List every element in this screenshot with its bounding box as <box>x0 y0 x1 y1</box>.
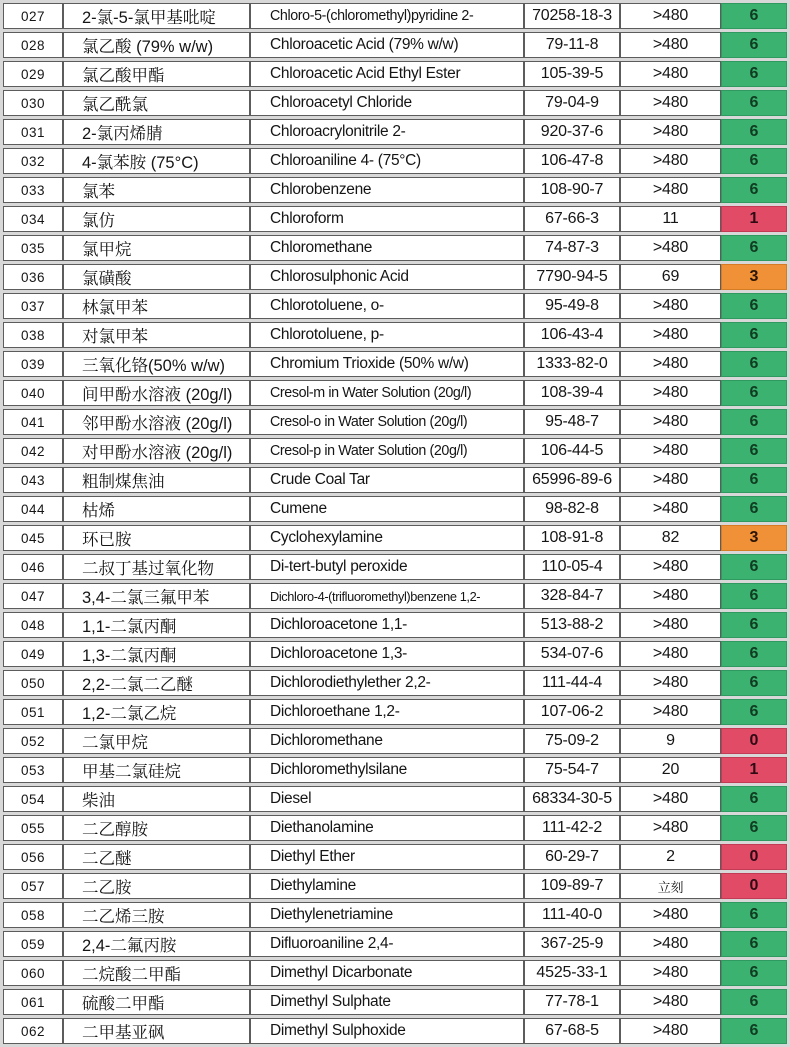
chemical-name-cn-cell: 氯苯 <box>63 177 250 203</box>
chemical-name-en-cell: Di-tert-butyl peroxide <box>250 554 524 580</box>
cas-number-cell: 106-43-4 <box>524 322 620 348</box>
chemical-name-cn-cell: 二甲基亚砜 <box>63 1018 250 1044</box>
chemical-name-en-cell: Chlorotoluene, p- <box>250 322 524 348</box>
protection-rating-badge: 6 <box>721 61 787 87</box>
table-row <box>3 148 787 174</box>
chemical-name-cn-cell: 1,3-二氯丙酮 <box>63 641 250 667</box>
row-number-cell: 027 <box>3 3 63 29</box>
table-row <box>3 438 787 464</box>
row-number-cell: 061 <box>3 989 63 1015</box>
table-row <box>3 699 787 725</box>
breakthrough-time-cell: >480 <box>620 699 721 725</box>
breakthrough-time-cell: >480 <box>620 148 721 174</box>
breakthrough-time-cell: >480 <box>620 32 721 58</box>
table-row <box>3 467 787 493</box>
cas-number-cell: 109-89-7 <box>524 873 620 899</box>
protection-rating-badge: 6 <box>721 902 787 928</box>
chemical-name-cn-cell: 对氯甲苯 <box>63 322 250 348</box>
row-number-cell: 031 <box>3 119 63 145</box>
chemical-name-cn-cell: 二乙醚 <box>63 844 250 870</box>
chemical-name-cn-cell: 二乙烯三胺 <box>63 902 250 928</box>
table-row <box>3 786 787 812</box>
chemical-name-cn-cell: 氯乙酰氯 <box>63 90 250 116</box>
breakthrough-time-cell: >480 <box>620 409 721 435</box>
table-row <box>3 293 787 319</box>
chemical-name-cn-cell: 三氧化铬(50% w/w) <box>63 351 250 377</box>
row-number-cell: 052 <box>3 728 63 754</box>
breakthrough-time-cell: >480 <box>620 612 721 638</box>
row-number-cell: 057 <box>3 873 63 899</box>
chemical-name-cn-cell: 氯仿 <box>63 206 250 232</box>
chemical-name-en-cell: Crude Coal Tar <box>250 467 524 493</box>
row-number-cell: 048 <box>3 612 63 638</box>
protection-rating-badge: 6 <box>721 583 787 609</box>
breakthrough-time-cell: >480 <box>620 322 721 348</box>
protection-rating-badge: 6 <box>721 322 787 348</box>
table-row <box>3 641 787 667</box>
protection-rating-badge: 3 <box>721 525 787 551</box>
table-row <box>3 380 787 406</box>
table-row <box>3 409 787 435</box>
row-number-cell: 046 <box>3 554 63 580</box>
table-row <box>3 815 787 841</box>
cas-number-cell: 70258-18-3 <box>524 3 620 29</box>
row-number-cell: 049 <box>3 641 63 667</box>
breakthrough-time-cell: >480 <box>620 554 721 580</box>
chemical-name-en-cell: Dimethyl Sulphate <box>250 989 524 1015</box>
breakthrough-time-cell: 2 <box>620 844 721 870</box>
protection-rating-badge: 3 <box>721 264 787 290</box>
cas-number-cell: 534-07-6 <box>524 641 620 667</box>
cas-number-cell: 67-66-3 <box>524 206 620 232</box>
cas-number-cell: 4525-33-1 <box>524 960 620 986</box>
chemical-name-en-cell: Diesel <box>250 786 524 812</box>
protection-rating-badge: 6 <box>721 815 787 841</box>
chemical-name-en-cell: Diethylenetriamine <box>250 902 524 928</box>
breakthrough-time-cell: >480 <box>620 786 721 812</box>
chemical-name-cn-cell: 2-氯-5-氯甲基吡啶 <box>63 3 250 29</box>
row-number-cell: 041 <box>3 409 63 435</box>
table-row <box>3 525 787 551</box>
breakthrough-time-cell: >480 <box>620 931 721 957</box>
table-row <box>3 989 787 1015</box>
cas-number-cell: 98-82-8 <box>524 496 620 522</box>
cas-number-cell: 75-54-7 <box>524 757 620 783</box>
table-row <box>3 960 787 986</box>
protection-rating-badge: 6 <box>721 786 787 812</box>
cas-number-cell: 95-48-7 <box>524 409 620 435</box>
table-row <box>3 554 787 580</box>
row-number-cell: 053 <box>3 757 63 783</box>
row-number-cell: 059 <box>3 931 63 957</box>
protection-rating-badge: 6 <box>721 467 787 493</box>
row-number-cell: 039 <box>3 351 63 377</box>
cas-number-cell: 60-29-7 <box>524 844 620 870</box>
chemical-name-cn-cell: 邻甲酚水溶液 (20g/l) <box>63 409 250 435</box>
cas-number-cell: 513-88-2 <box>524 612 620 638</box>
row-number-cell: 050 <box>3 670 63 696</box>
protection-rating-badge: 0 <box>721 844 787 870</box>
breakthrough-time-cell: 11 <box>620 206 721 232</box>
table-row <box>3 32 787 58</box>
row-number-cell: 060 <box>3 960 63 986</box>
protection-rating-badge: 6 <box>721 612 787 638</box>
chemical-name-cn-cell: 二烷酸二甲酯 <box>63 960 250 986</box>
chemical-name-cn-cell: 枯烯 <box>63 496 250 522</box>
protection-rating-badge: 6 <box>721 1018 787 1044</box>
table-row <box>3 3 787 29</box>
breakthrough-time-cell: >480 <box>620 641 721 667</box>
chemical-name-en-cell: Cumene <box>250 496 524 522</box>
chemical-name-cn-cell: 二氯甲烷 <box>63 728 250 754</box>
protection-rating-badge: 6 <box>721 670 787 696</box>
breakthrough-time-cell: >480 <box>620 583 721 609</box>
cas-number-cell: 111-42-2 <box>524 815 620 841</box>
row-number-cell: 037 <box>3 293 63 319</box>
cas-number-cell: 79-11-8 <box>524 32 620 58</box>
breakthrough-time-cell: 立刻 <box>620 873 721 899</box>
chemical-name-cn-cell: 柴油 <box>63 786 250 812</box>
table-row <box>3 206 787 232</box>
chemical-name-en-cell: Dichloromethylsilane <box>250 757 524 783</box>
table-row <box>3 322 787 348</box>
cas-number-cell: 7790-94-5 <box>524 264 620 290</box>
chemical-name-en-cell: Cresol-p in Water Solution (20g/l) <box>250 438 524 464</box>
protection-rating-badge: 6 <box>721 177 787 203</box>
row-number-cell: 034 <box>3 206 63 232</box>
chemical-name-cn-cell: 2,4-二氟丙胺 <box>63 931 250 957</box>
chemical-name-cn-cell: 环已胺 <box>63 525 250 551</box>
breakthrough-time-cell: 82 <box>620 525 721 551</box>
row-number-cell: 042 <box>3 438 63 464</box>
protection-rating-badge: 6 <box>721 351 787 377</box>
breakthrough-time-cell: >480 <box>620 902 721 928</box>
row-number-cell: 038 <box>3 322 63 348</box>
protection-rating-badge: 6 <box>721 90 787 116</box>
row-number-cell: 036 <box>3 264 63 290</box>
chemical-name-cn-cell: 粗制煤焦油 <box>63 467 250 493</box>
row-number-cell: 045 <box>3 525 63 551</box>
protection-rating-badge: 6 <box>721 235 787 261</box>
chemical-name-cn-cell: 二乙胺 <box>63 873 250 899</box>
chemical-name-cn-cell: 2,2-二氯二乙醚 <box>63 670 250 696</box>
protection-rating-badge: 6 <box>721 119 787 145</box>
row-number-cell: 058 <box>3 902 63 928</box>
row-number-cell: 043 <box>3 467 63 493</box>
row-number-cell: 032 <box>3 148 63 174</box>
cas-number-cell: 107-06-2 <box>524 699 620 725</box>
protection-rating-badge: 6 <box>721 32 787 58</box>
chemical-name-en-cell: Diethanolamine <box>250 815 524 841</box>
row-number-cell: 035 <box>3 235 63 261</box>
chemical-name-en-cell: Dichloroacetone 1,1- <box>250 612 524 638</box>
table-row <box>3 496 787 522</box>
table-row <box>3 612 787 638</box>
chemical-name-en-cell: Dichloroacetone 1,3- <box>250 641 524 667</box>
protection-rating-badge: 6 <box>721 960 787 986</box>
table-row <box>3 873 787 899</box>
breakthrough-time-cell: >480 <box>620 61 721 87</box>
cas-number-cell: 108-39-4 <box>524 380 620 406</box>
breakthrough-time-cell: >480 <box>620 989 721 1015</box>
cas-number-cell: 111-40-0 <box>524 902 620 928</box>
cas-number-cell: 75-09-2 <box>524 728 620 754</box>
cas-number-cell: 77-78-1 <box>524 989 620 1015</box>
chemical-name-en-cell: Chlorosulphonic Acid <box>250 264 524 290</box>
table-row <box>3 844 787 870</box>
breakthrough-time-cell: >480 <box>620 438 721 464</box>
chemical-name-cn-cell: 对甲酚水溶液 (20g/l) <box>63 438 250 464</box>
chemical-resistance-table <box>3 0 787 1047</box>
protection-rating-badge: 1 <box>721 757 787 783</box>
breakthrough-time-cell: >480 <box>620 960 721 986</box>
row-number-cell: 062 <box>3 1018 63 1044</box>
table-row <box>3 583 787 609</box>
breakthrough-time-cell: >480 <box>620 1018 721 1044</box>
chemical-name-cn-cell: 1,2-二氯乙烷 <box>63 699 250 725</box>
row-number-cell: 054 <box>3 786 63 812</box>
cas-number-cell: 65996-89-6 <box>524 467 620 493</box>
chemical-name-en-cell: Cresol-o in Water Solution (20g/l) <box>250 409 524 435</box>
protection-rating-badge: 0 <box>721 728 787 754</box>
chemical-name-en-cell: Cresol-m in Water Solution (20g/l) <box>250 380 524 406</box>
chemical-name-en-cell: Diethyl Ether <box>250 844 524 870</box>
table-row <box>3 351 787 377</box>
chemical-name-en-cell: Dimethyl Sulphoxide <box>250 1018 524 1044</box>
table-row <box>3 728 787 754</box>
chemical-name-cn-cell: 氯甲烷 <box>63 235 250 261</box>
chemical-name-en-cell: Chloroacetic Acid Ethyl Ester <box>250 61 524 87</box>
protection-rating-badge: 6 <box>721 293 787 319</box>
row-number-cell: 029 <box>3 61 63 87</box>
chemical-name-en-cell: Chloro-5-(chloromethyl)pyridine 2- <box>250 3 524 29</box>
table-row <box>3 902 787 928</box>
table-row <box>3 177 787 203</box>
chemical-name-en-cell: Chloroform <box>250 206 524 232</box>
row-number-cell: 056 <box>3 844 63 870</box>
row-number-cell: 044 <box>3 496 63 522</box>
breakthrough-time-cell: >480 <box>620 235 721 261</box>
chemical-name-en-cell: Difluoroaniline 2,4- <box>250 931 524 957</box>
table-row <box>3 61 787 87</box>
protection-rating-badge: 0 <box>721 873 787 899</box>
protection-rating-badge: 6 <box>721 931 787 957</box>
cas-number-cell: 328-84-7 <box>524 583 620 609</box>
chemical-name-cn-cell: 间甲酚水溶液 (20g/l) <box>63 380 250 406</box>
protection-rating-badge: 6 <box>721 380 787 406</box>
chemical-name-en-cell: Chlorobenzene <box>250 177 524 203</box>
breakthrough-time-cell: 20 <box>620 757 721 783</box>
breakthrough-time-cell: >480 <box>620 351 721 377</box>
breakthrough-time-cell: >480 <box>620 670 721 696</box>
cas-number-cell: 106-44-5 <box>524 438 620 464</box>
table-row <box>3 931 787 957</box>
cas-number-cell: 920-37-6 <box>524 119 620 145</box>
cas-number-cell: 108-91-8 <box>524 525 620 551</box>
row-number-cell: 047 <box>3 583 63 609</box>
cas-number-cell: 111-44-4 <box>524 670 620 696</box>
protection-rating-badge: 6 <box>721 3 787 29</box>
breakthrough-time-cell: >480 <box>620 467 721 493</box>
chemical-name-cn-cell: 2-氯丙烯腈 <box>63 119 250 145</box>
breakthrough-time-cell: >480 <box>620 496 721 522</box>
protection-rating-badge: 6 <box>721 699 787 725</box>
cas-number-cell: 67-68-5 <box>524 1018 620 1044</box>
protection-rating-badge: 1 <box>721 206 787 232</box>
breakthrough-time-cell: >480 <box>620 3 721 29</box>
protection-rating-badge: 6 <box>721 641 787 667</box>
chemical-name-en-cell: Chlorotoluene, o- <box>250 293 524 319</box>
table-row <box>3 90 787 116</box>
chemical-name-cn-cell: 氯磺酸 <box>63 264 250 290</box>
row-number-cell: 033 <box>3 177 63 203</box>
cas-number-cell: 74-87-3 <box>524 235 620 261</box>
chemical-name-en-cell: Chloromethane <box>250 235 524 261</box>
cas-number-cell: 68334-30-5 <box>524 786 620 812</box>
chemical-name-en-cell: Dichloromethane <box>250 728 524 754</box>
breakthrough-time-cell: >480 <box>620 293 721 319</box>
chemical-name-en-cell: Diethylamine <box>250 873 524 899</box>
chemical-name-cn-cell: 4-氯苯胺 (75°C) <box>63 148 250 174</box>
chemical-name-cn-cell: 3,4-二氯三氟甲苯 <box>63 583 250 609</box>
cas-number-cell: 367-25-9 <box>524 931 620 957</box>
chemical-name-cn-cell: 二乙醇胺 <box>63 815 250 841</box>
row-number-cell: 051 <box>3 699 63 725</box>
breakthrough-time-cell: >480 <box>620 380 721 406</box>
cas-number-cell: 106-47-8 <box>524 148 620 174</box>
breakthrough-time-cell: >480 <box>620 90 721 116</box>
row-number-cell: 055 <box>3 815 63 841</box>
chemical-name-en-cell: Chloroaniline 4- (75°C) <box>250 148 524 174</box>
breakthrough-time-cell: >480 <box>620 119 721 145</box>
chemical-name-en-cell: Cyclohexylamine <box>250 525 524 551</box>
protection-rating-badge: 6 <box>721 409 787 435</box>
row-number-cell: 028 <box>3 32 63 58</box>
table-row <box>3 264 787 290</box>
cas-number-cell: 105-39-5 <box>524 61 620 87</box>
chemical-name-cn-cell: 林氯甲苯 <box>63 293 250 319</box>
cas-number-cell: 110-05-4 <box>524 554 620 580</box>
chemical-name-en-cell: Chloroacrylonitrile 2- <box>250 119 524 145</box>
table-row <box>3 119 787 145</box>
cas-number-cell: 95-49-8 <box>524 293 620 319</box>
protection-rating-badge: 6 <box>721 148 787 174</box>
table-row <box>3 670 787 696</box>
table-row <box>3 235 787 261</box>
chemical-name-en-cell: Chloroacetic Acid (79% w/w) <box>250 32 524 58</box>
breakthrough-time-cell: >480 <box>620 815 721 841</box>
chemical-name-cn-cell: 硫酸二甲酯 <box>63 989 250 1015</box>
chemical-name-en-cell: Dichlorodiethylether 2,2- <box>250 670 524 696</box>
chemical-name-cn-cell: 二叔丁基过氧化物 <box>63 554 250 580</box>
chemical-name-en-cell: Chromium Trioxide (50% w/w) <box>250 351 524 377</box>
breakthrough-time-cell: 9 <box>620 728 721 754</box>
chemical-name-cn-cell: 甲基二氯硅烷 <box>63 757 250 783</box>
protection-rating-badge: 6 <box>721 989 787 1015</box>
table-row <box>3 1018 787 1044</box>
chemical-name-cn-cell: 氯乙酸甲酯 <box>63 61 250 87</box>
table-row <box>3 757 787 783</box>
chemical-name-cn-cell: 1,1-二氯丙酮 <box>63 612 250 638</box>
protection-rating-badge: 6 <box>721 438 787 464</box>
chemical-name-en-cell: Chloroacetyl Chloride <box>250 90 524 116</box>
protection-rating-badge: 6 <box>721 496 787 522</box>
protection-rating-badge: 6 <box>721 554 787 580</box>
row-number-cell: 030 <box>3 90 63 116</box>
chemical-name-en-cell: Dimethyl Dicarbonate <box>250 960 524 986</box>
breakthrough-time-cell: 69 <box>620 264 721 290</box>
cas-number-cell: 79-04-9 <box>524 90 620 116</box>
breakthrough-time-cell: >480 <box>620 177 721 203</box>
chemical-name-cn-cell: 氯乙酸 (79% w/w) <box>63 32 250 58</box>
chemical-name-en-cell: Dichloro-4-(trifluoromethyl)benzene 1,2- <box>250 583 524 609</box>
chemical-name-en-cell: Dichloroethane 1,2- <box>250 699 524 725</box>
cas-number-cell: 1333-82-0 <box>524 351 620 377</box>
table-body <box>3 3 787 1044</box>
row-number-cell: 040 <box>3 380 63 406</box>
cas-number-cell: 108-90-7 <box>524 177 620 203</box>
